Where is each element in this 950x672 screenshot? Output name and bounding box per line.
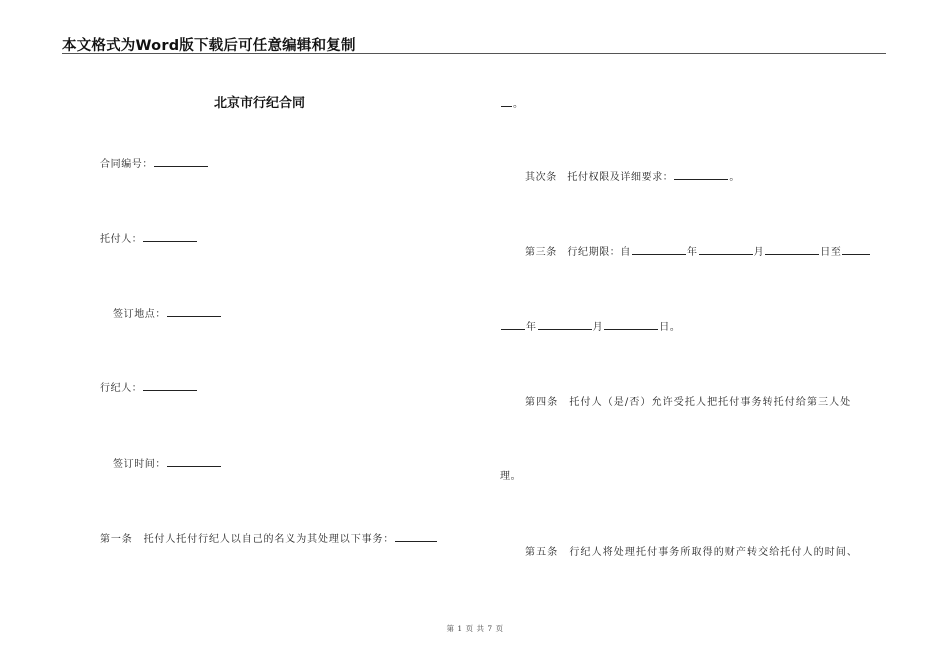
article5-line — [525, 543, 858, 558]
sign-place-line — [113, 305, 222, 320]
article4-text: 第四条 托付人（是/否）允许受托人把托付事务转托付给第三人处 — [525, 397, 852, 408]
article3-line — [525, 243, 871, 258]
banner-divider — [62, 53, 886, 54]
article3-continuation-line — [500, 318, 680, 333]
sign-time-label: 签订时间： — [113, 459, 166, 470]
principal-line — [100, 230, 198, 245]
article2-blank — [674, 170, 728, 180]
article2-end: 。 — [729, 172, 741, 183]
contract-number-label: 合同编号： — [100, 159, 153, 170]
sign-time-line — [113, 455, 222, 470]
agent-blank — [143, 381, 197, 391]
article4-continuation-line — [500, 467, 521, 482]
continuation-end: 。 — [513, 99, 524, 110]
article5-text: 第五条 行纪人将处理托付事务所取得的财产转交给托付人的时间、 — [525, 547, 858, 558]
month-label-2: 月 — [592, 322, 604, 333]
start-year-blank — [632, 245, 686, 255]
contract-number-blank — [154, 157, 208, 167]
page-footer: 第 1 页 共 7 页 — [446, 624, 504, 633]
contract-number-line — [100, 155, 209, 170]
agent-line — [100, 379, 198, 394]
day-to-label: 日至 — [820, 247, 842, 258]
sign-time-blank — [167, 457, 221, 467]
principal-blank — [143, 232, 197, 242]
start-day-blank — [765, 245, 819, 255]
article1-blank — [395, 532, 437, 542]
end-year-blank-part2 — [501, 320, 525, 330]
article1-text: 第一条 托付人托付行纪人以自己的名义为其处理以下事务： — [100, 534, 395, 545]
agent-label: 行纪人： — [100, 383, 143, 394]
article2-line — [525, 168, 740, 183]
end-day-blank — [604, 320, 658, 330]
principal-label: 托付人： — [100, 234, 143, 245]
year-label: 年 — [687, 247, 698, 258]
article1-line — [100, 530, 438, 545]
end-month-blank — [538, 320, 592, 330]
sign-place-blank — [167, 307, 221, 317]
article4-line — [525, 393, 851, 408]
article3-label: 第三条 行纪期限：自 — [525, 247, 631, 258]
document-title: 北京市行纪合同 — [214, 96, 306, 111]
month-label: 月 — [753, 247, 765, 258]
sign-place-label: 签订地点： — [113, 309, 166, 320]
end-year-blank-part1 — [842, 245, 870, 255]
continuation-line — [500, 95, 524, 110]
article4-cont-text: 理。 — [500, 471, 522, 482]
year-label-2: 年 — [526, 322, 537, 333]
document-banner: 本文格式为Word版下载后可任意编辑和复制 — [62, 38, 356, 54]
continuation-blank — [501, 97, 512, 107]
article2-text: 其次条 托付权限及详细要求： — [525, 172, 674, 183]
day-end-label: 日。 — [659, 322, 681, 333]
start-month-blank — [699, 245, 753, 255]
